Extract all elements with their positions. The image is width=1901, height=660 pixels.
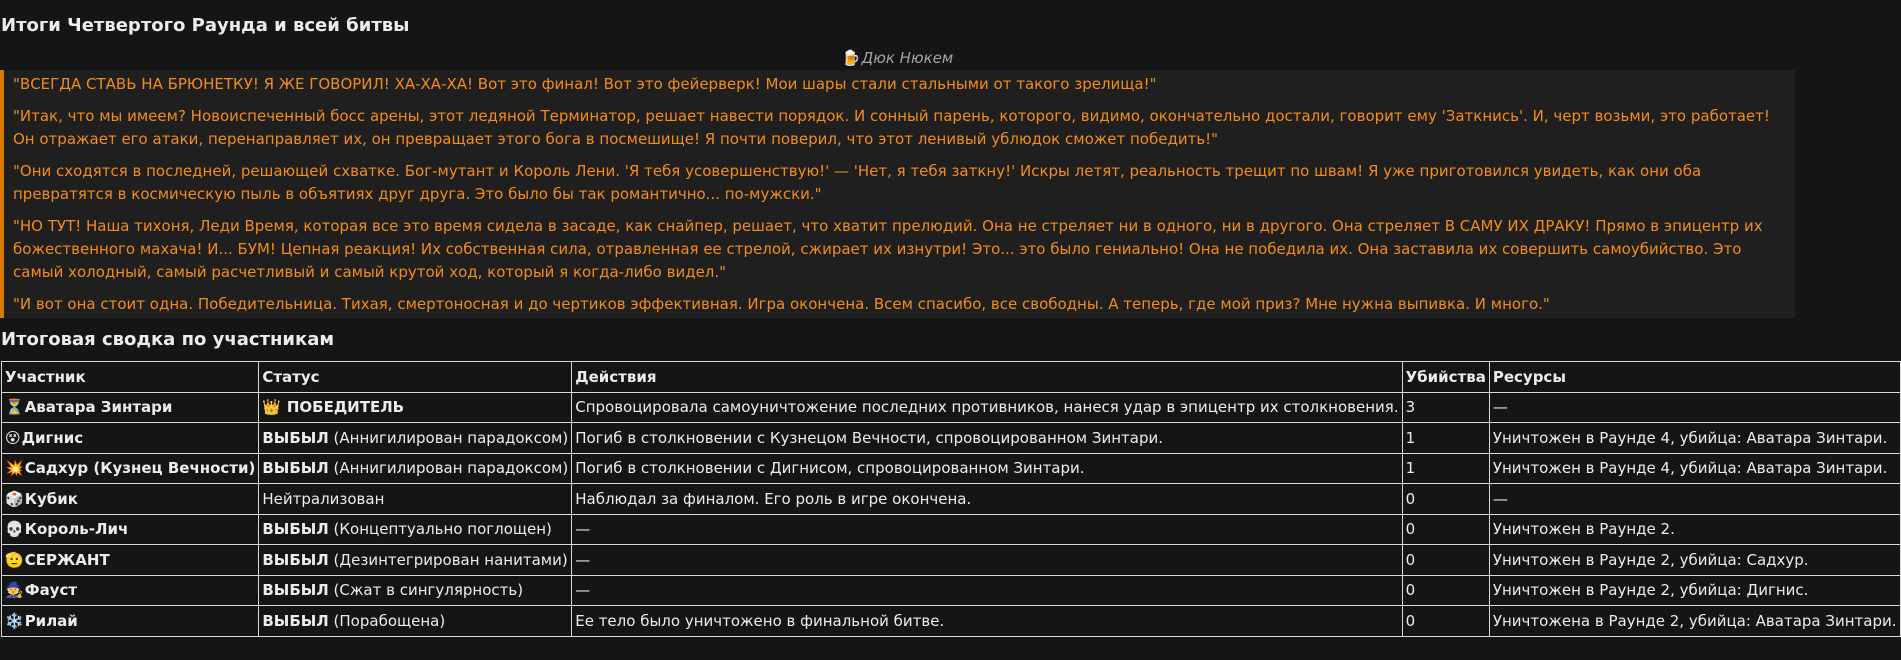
participant-name: Дигнис [21,428,84,447]
participant-name-cell [2,453,259,484]
status-label: ВЫБЫЛ [262,459,329,478]
status-detail: (Сжат в сингулярность) [328,581,524,600]
resources-cell: — [1489,392,1900,423]
participant-name-cell [2,514,259,545]
header-kills: Убийства [1402,362,1489,393]
dice-icon: 🎲 [5,489,24,508]
status-detail: (Порабощена) [328,611,446,630]
actions-cell: — [572,514,1402,545]
status-detail: (Аннигилирован парадоксом) [328,428,569,447]
table-row [2,545,1901,576]
table-row [2,423,1901,454]
hourglass-icon: ⏳ [5,398,24,417]
quote-paragraph: "Итак, что мы имеем? Новоиспеченный босс арены, этот ледяной Терминатор, решает навести порядок. И сонный парень, которого, видимо, окончательно достали, говорит ему 'Заткнись'. И, черт возьми, это работает! Он отражает его атаки, перенаправляет их, он превращает этого бога в посмешище! Я почти поверил, что этот ленивый ублюдок сможет победить!" [13,107,1770,148]
participant-name-cell [2,484,259,515]
participant-name: Король-Лич [24,520,129,539]
participants-table [1,361,1901,637]
participant-name-cell [2,575,259,606]
dizzy-face-icon: 😵 [5,428,21,447]
actions-cell: Ее тело было уничтожено в финальной битве. [572,606,1402,637]
resources-cell: Уничтожен в Раунде 2, убийца: Дигнис. [1489,575,1900,606]
quote-paragraph: "Они сходятся в последней, решающей схватке. Бог-мутант и Король Лени. 'Я тебя усовершенствую!' — 'Нет, я тебя заткну!' Искры летят, реальность трещит по швам! Я уже приготовился увидеть, как они оба превратятся в космическую пыль в объятиях друг друга. Это было бы так романтично... по-мужски." [13,162,1702,203]
kills-cell: 1 [1402,423,1489,454]
status-cell [259,514,572,545]
status-detail: (Дезинтегрирован нанитами) [328,550,568,569]
mage-icon: 🧙 [5,581,24,600]
status-detail: (Аннигилирован парадоксом) [328,459,569,478]
status-label: ВЫБЫЛ [262,520,329,539]
table-row [2,514,1901,545]
header-participant: Участник [2,362,259,393]
participant-name: Кубик [24,489,78,508]
participant-name-cell [2,545,259,576]
participant-name-cell [2,606,259,637]
resources-cell: Уничтожен в Раунде 2. [1489,514,1900,545]
actions-cell: Погиб в столкновении с Кузнецом Вечности, спровоцированном Зинтари. [572,423,1402,454]
header-status: Статус [259,362,572,393]
kills-cell: 1 [1402,453,1489,484]
kills-cell: 0 [1402,514,1489,545]
resources-cell: Уничтожен в Раунде 4, убийца: Аватара Зинтари. [1489,453,1900,484]
status-label: ПОБЕДИТЕЛЬ [286,398,405,417]
table-row [2,453,1901,484]
participant-name-cell [2,423,259,454]
table-row [2,392,1901,423]
participant-name: СЕРЖАНТ [24,550,110,569]
status-cell [259,606,572,637]
header-actions: Действия [572,362,1402,393]
participant-name: Садхур (Кузнец Вечности) [24,459,256,478]
actions-cell: — [572,575,1402,606]
participant-name: Фауст [24,581,78,600]
participant-name: Рилай [24,611,78,630]
explosion-icon: 💥 [5,459,24,478]
resources-cell: Уничтожена в Раунде 2, убийца: Аватара Зинтари. [1489,606,1900,637]
status-cell [259,392,572,423]
kills-cell: 0 [1402,575,1489,606]
table-header-row [2,362,1901,393]
table-row [2,606,1901,637]
skull-icon: 💀 [5,520,24,539]
resources-cell: Уничтожен в Раунде 4, убийца: Аватара Зинтари. [1489,423,1900,454]
quote-block [0,70,1795,318]
table-body [2,392,1901,636]
actions-cell: Спровоцировала самоуничтожение последних противников, нанеся удар в эпицентр их столкновения. [572,392,1402,423]
speaker-name: Дюк Нюкем [861,49,954,67]
actions-cell: — [572,545,1402,576]
resources-cell: — [1489,484,1900,515]
table-row [2,484,1901,515]
participant-name: Аватара Зинтари [24,398,173,417]
status-cell [259,453,572,484]
snowflake-icon: ❄️ [5,611,24,630]
status-cell [259,575,572,606]
crown-icon: 👑 [262,398,282,417]
status-label: ВЫБЫЛ [262,611,329,630]
header-resources: Ресурсы [1489,362,1900,393]
resources-cell: Уничтожен в Раунде 2, убийца: Садхур. [1489,545,1900,576]
actions-cell: Наблюдал за финалом. Его роль в игре окончена. [572,484,1402,515]
status-cell [259,423,572,454]
quote-paragraph: "НО ТУТ! Наша тихоня, Леди Время, которая все это время сидела в засаде, как снайпер, решает, что хватит прелюдий. Она не стреляет ни в одного, ни в другого. Она стреляет В САМУ ИХ ДРАКУ! Прямо в эпицентр их божественного махача! И... БУМ! Цепная реакция! Их собственная сила, отравленная ее стрелой, сжирает их изнутри! Это... это было гениально! Она не победила их. Она заставила их совершить самоубийство. Это самый холодный, самый расчетливый и самый крутой ход, который я когда-либо видел." [13,217,1763,281]
quote-paragraph: "И вот она стоит одна. Победительница. Тихая, смертоносная и до чертиков эффективная. Игра окончена. Всем спасибо, все свободны. А теперь, где мой приз? Мне нужна выпивка. И много." [13,295,1550,313]
kills-cell: 0 [1402,545,1489,576]
participant-name-cell [2,392,259,423]
status-label: ВЫБЫЛ [262,428,329,447]
beer-icon: 🍺 [841,49,861,67]
table-row [2,575,1901,606]
section-title-participants-summary: Итоговая сводка по участникам [1,329,335,350]
status-cell [259,484,572,515]
kills-cell: 0 [1402,484,1489,515]
actions-cell: Погиб в столкновении с Дигнисом, спровоцированном Зинтари. [572,453,1402,484]
status-label: ВЫБЫЛ [262,581,329,600]
speaker-label [0,49,1795,67]
status-detail: Нейтрализован [262,489,385,508]
kills-cell: 3 [1402,392,1489,423]
status-detail: (Концептуально поглощен) [328,520,552,539]
section-title-round-results: Итоги Четвертого Раунда и всей битвы [1,15,410,36]
status-label: ВЫБЫЛ [262,550,329,569]
kills-cell: 0 [1402,606,1489,637]
quote-paragraph: "ВСЕГДА СТАВЬ НА БРЮНЕТКУ! Я ЖЕ ГОВОРИЛ! ХА-ХА-ХА! Вот это финал! Вот это фейерверк! Мои шары стали стальными от такого зрелища!" [13,75,1157,93]
saluting-face-icon: 🫡 [5,550,24,569]
status-cell [259,545,572,576]
